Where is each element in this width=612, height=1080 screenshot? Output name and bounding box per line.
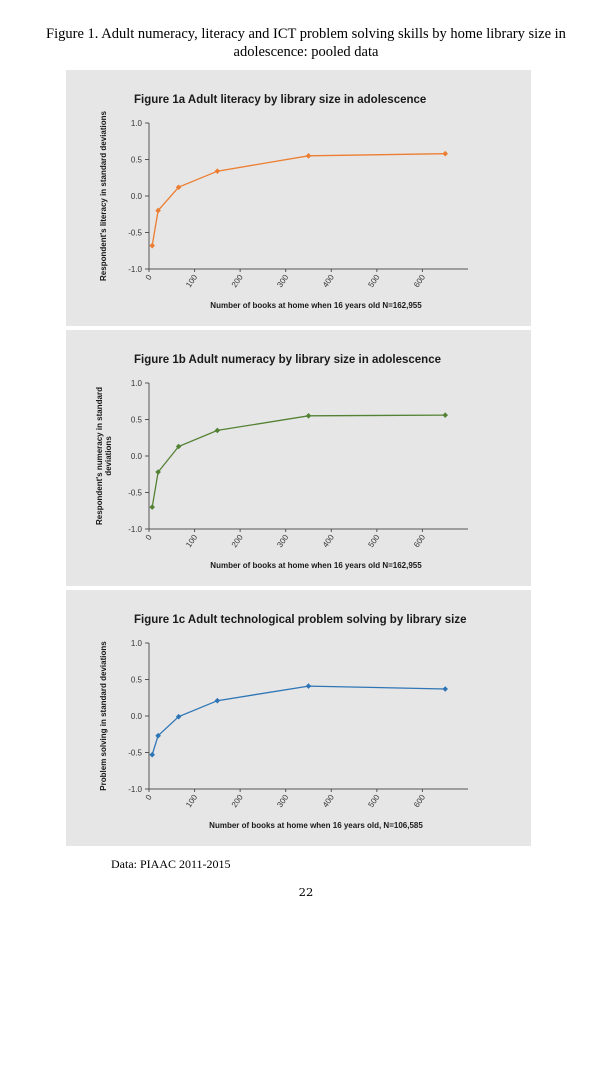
y-tick-label: 1.0 [130,639,142,648]
x-tick-label: 200 [229,792,245,810]
y-tick-label: 0.0 [130,192,142,201]
x-tick-label: 0 [143,792,154,802]
y-tick-label: 1.0 [130,379,142,388]
x-tick-label: 200 [229,532,245,550]
x-tick-label: 600 [412,792,428,810]
x-axis-label: Number of books at home when 16 years old N=162,955 [210,301,422,310]
y-tick-label: -1.0 [128,525,142,534]
chart-title: Figure 1c Adult technological problem solving by library size [134,614,467,626]
x-tick-label: 400 [320,272,336,290]
x-tick-label: 300 [275,532,291,550]
chart-panel-1b [66,330,531,586]
y-tick-label: 0.5 [130,415,142,425]
data-point-marker [149,752,155,758]
chart-1c-svg [66,590,531,846]
y-tick-label: 0.5 [130,155,142,165]
y-axis-label: Problem solving in standard deviations [99,641,108,791]
chart-title: Figure 1b Adult numeracy by library size in adolescence [134,354,441,366]
x-tick-label: 0 [143,532,154,542]
figure-title: Figure 1. Adult numeracy, literacy and ICT problem solving skills by home library size in adolescence: pooled data [46,26,566,60]
data-point-marker [306,683,312,689]
chart-panel-1c [66,590,531,846]
y-tick-label: -0.5 [128,488,142,498]
page-number: 22 [298,885,314,899]
data-point-marker [149,243,155,249]
y-axis-label: Respondent's numeracy in standard [95,387,104,525]
x-tick-label: 200 [229,272,245,290]
y-tick-label: -0.5 [128,228,142,238]
chart-panel-1a [66,70,531,326]
x-tick-label: 100 [184,792,200,810]
chart-title: Figure 1a Adult literacy by library size in adolescence [134,94,427,106]
series-line [152,686,445,755]
data-point-marker [215,428,221,434]
y-axis-label: deviations [104,436,113,476]
x-tick-label: 500 [366,272,382,290]
x-tick-label: 300 [275,272,291,290]
series-line [152,415,445,507]
data-point-marker [149,504,155,510]
y-axis-label: Respondent's literacy in standard deviations [99,111,108,281]
y-tick-label: 0.5 [130,675,142,685]
x-tick-label: 400 [320,792,336,810]
x-tick-label: 600 [412,532,428,550]
data-point-marker [306,413,312,419]
x-tick-label: 500 [366,792,382,810]
y-tick-label: 0.0 [130,712,142,721]
x-axis-label: Number of books at home when 16 years old, N=106,585 [209,821,423,830]
y-tick-label: 1.0 [130,119,142,128]
x-tick-label: 0 [143,272,154,282]
x-tick-label: 400 [320,532,336,550]
data-point-marker [442,151,448,157]
data-point-marker [442,686,448,692]
x-tick-label: 500 [366,532,382,550]
x-tick-label: 100 [184,532,200,550]
y-tick-label: -1.0 [128,265,142,274]
data-source-note: Data: PIAAC 2011-2015 [111,857,231,871]
y-tick-label: -1.0 [128,785,142,794]
x-tick-label: 300 [275,792,291,810]
y-tick-label: -0.5 [128,748,142,758]
chart-1b-svg [66,330,531,586]
x-tick-label: 100 [184,272,200,290]
data-point-marker [215,698,221,704]
x-axis-label: Number of books at home when 16 years old N=162,955 [210,561,422,570]
y-tick-label: 0.0 [130,452,142,461]
chart-1a-svg [66,70,531,326]
series-line [152,154,445,246]
x-tick-label: 600 [412,272,428,290]
data-point-marker [442,412,448,418]
data-point-marker [306,153,312,159]
data-point-marker [215,168,221,174]
